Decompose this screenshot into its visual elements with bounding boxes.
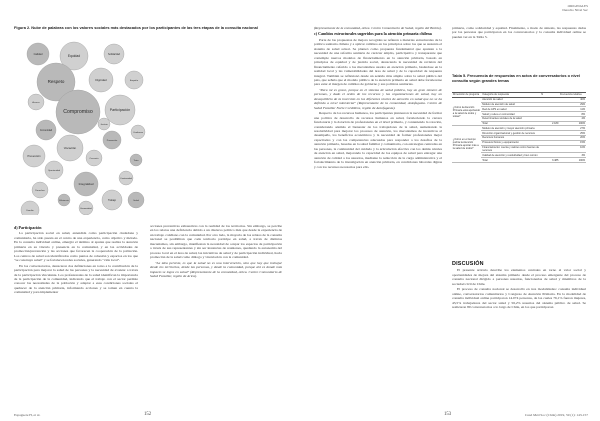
word-bubble	[79, 201, 93, 215]
table-cell-frequency: 40%	[559, 97, 586, 102]
paragraph: Respecto de los recursos humanos, los participantes plantearon la necesidad de formar una política de desarrollo de recursos humanos en salud, fortaleciendo la carrera funcionaria y la dotación de profesionales en el nivel primario, y conteniendo la rotación, considerando además el bienestar de los trabajadores de la salud, aumentando la resolutividad para mejorar los procesos de atención, los mecanismos de incentivos al desempeño, los beneficios económicos y la necesidad de formar profesionales mejor capacitados y con las competencias adecuadas para responder a los desafíos de la atención primaria, basadas en la salud familiar y comunitaria, con estrategias centradas en las personas, la continuidad del cuidado y la articulación efectiva con los demás niveles de atención en salud, mejorando la capacidad de los equipos de salud para entregar una atención de calidad a los usuarios, mediante la reducción de la carga administrativa y el fortalecimiento de la investigación en atención primaria, en condiciones laborales dignas y con los recursos necesarios para ello.	[314, 111, 442, 169]
word-bubble	[58, 194, 70, 206]
right-page	[300, 0, 600, 421]
section-title-discusion: DISCUSIÓN	[452, 261, 484, 267]
bubble-label: Vocación	[63, 146, 77, 150]
paragraph: El presente artículo describe los elementos centrales en torno al valor social y oportunidades de mejora del sistema primario desde el proceso emergente del proceso de consulta nacional dirigido a personas usuarias, funcionarias de salud y miembros de la sociedad civil de Chile.	[452, 268, 586, 286]
table-cell-category: Red de APS en salud	[481, 107, 540, 112]
frequency-table	[452, 92, 586, 163]
word-cloud-figure	[16, 40, 148, 215]
bubble-label: Prevención	[27, 155, 41, 158]
table-cell-n	[540, 145, 559, 153]
table-cell-category: Procesos físicos y equipamiento	[481, 140, 540, 145]
paragraph: En los conversatorios, destacaron dos definiciones en torno a la contribución de la participación para mejorar la salud de las personas y la necesidad de avanzar a través de la participación vinculante. Los profesionales de la salud identifican la importancia de la participación de la comunidad, indicando que el trabajo con el sector permite conocer las necesidades de la población y adaptar a esas condiciones sociales el quehacer de la atención primaria, informando acciones y se tomen en cuenta la comunidad y para implementar	[14, 263, 138, 295]
bubble-label: Compromiso	[63, 109, 93, 115]
word-bubble	[131, 125, 145, 139]
word-bubble	[32, 182, 48, 198]
running-head-author: Derecho Nivel Sec	[562, 8, 588, 12]
word-bubble	[28, 94, 44, 110]
word-bubble	[74, 172, 98, 196]
bubble-label: Confianza	[133, 132, 143, 134]
bubble-label: Participación	[109, 108, 131, 112]
column-header: N	[540, 93, 559, 98]
word-bubble	[125, 71, 143, 89]
table-cell-category: Salud y redes en comunidad	[481, 112, 540, 117]
table-cell-frequency: 4%	[559, 116, 586, 121]
table-cell-frequency: 8%	[559, 112, 586, 117]
word-bubble	[119, 171, 133, 185]
word-bubble	[130, 154, 142, 166]
word-bubble	[36, 120, 56, 140]
table-cell-n: 2.189	[540, 121, 559, 126]
table-cell-category: Total	[481, 158, 540, 163]
right-column-2	[452, 26, 586, 40]
table-cell-n: 3.485	[540, 158, 559, 163]
table-cell-category: Modelo de atención de salud	[481, 102, 540, 107]
bubble-label: Continuidad	[120, 178, 132, 180]
section-title-participacion: d) Participación	[14, 225, 42, 230]
left-footer: Espaguete H, et al.	[14, 413, 41, 417]
bubble-label: Respeto	[47, 79, 65, 84]
word-bubble	[27, 43, 49, 65]
bubble-label: Empatía	[129, 80, 139, 82]
bubble-label: Oportunidad	[47, 170, 61, 172]
paragraph: (Representante de la comunidad, Arica. Centro Comunitario de Salud, región del Biobío).	[314, 26, 442, 30]
word-bubble	[103, 131, 121, 149]
word-bubble	[21, 201, 39, 215]
left-column-1	[14, 224, 138, 296]
table-cell-category: Recursos humanos	[481, 136, 540, 141]
word-bubble	[56, 90, 100, 134]
table-cell-frequency: 20%	[559, 136, 586, 141]
word-bubble	[105, 95, 135, 125]
bubble-label: Familia	[26, 210, 34, 212]
word-bubble	[89, 68, 113, 92]
table-cell-category: Dirección organizacional y gestión de recursos	[481, 131, 540, 136]
word-bubble	[23, 145, 45, 167]
page-number-left: 152	[144, 412, 152, 417]
paragraph: acciones preventivas exhaustivas con la realidad de los territorios. Sin embargo, se percibe en los relatos una deficiencia debido a un discurso político más que desde la experiencia de un trabajo cotidiano con la comunidad. Por otro lado, la mayoría de los relatos de la consulta nacional se posibilitan que cada territorio participe en salud, a través de distintos mecanismos, sin embargo, manifiestan la necesidad de ocupar los espacios de participación a través de sus representantes y sin ser instancias de reuniones, quedando la autonomía del proceso local en el área de salud, las iniciativas de salud y de participación individual, hacia promoción de la salud como diálogo y vinculación con la comunidad.	[150, 224, 282, 260]
paragraph: primaria, como solidaridad y equidad. Finalmente, a modo de síntesis, las respuestas dadas por las personas que participaron en los conversatorios y la consulta individual online se pueden ver en la Tabla 5.	[452, 26, 586, 39]
quote-paragraph: "Para mí es grave, porque en el sistema de salud pública, hay un gran número de personas, y dado el orden de los recursos y las organizaciones de salud, hay un desequilibrio de la inversión en los diferentes niveles de atención en salud que no se ha definido a nivel ministerial" (Representante de la comunidad, Antofagasta. Centro de Salud Familiar Norte Cordillera, región de Antofagasta).	[314, 87, 442, 110]
bubble-label: Eficiencia	[59, 200, 69, 202]
bubble-label: Promoción	[106, 140, 118, 142]
bubble-label: Trato	[133, 160, 139, 162]
paragraph: Parte de las propuestas de mejora recogidas se refieren a materias estructurales de la política sanitaria chilena y a aplicar cambios en los principios sobre los que se sustenta el sistema de salud actual. Se planteó como propuesta fundamental que apuntan a la necesidad de una reforma sanitaria de carácter amplio, participativo y transparente que contemple nuevos modelos de financiamiento en la atención primaria, basado en principios de equidad y de justicia social, destacando la necesidad de revisión del financiamiento referido a los mecanismos usados en atención primaria, basándose en la realidad local y las vulnerabilidades del área de salud y de la capacidad de respuesta integral. También se reflexionó desde un sentido más amplio sobre la salud pública del país, que señala que el modelo público de la atención primaria en salud debe fortalecerse para estar al margen de cambios de gobierno y sus políticas sanitarias.	[314, 37, 442, 87]
running-head-section: ORIGINALES	[567, 4, 588, 8]
column-header: Frecuencia relativa	[559, 93, 586, 98]
right-column-1	[314, 26, 442, 170]
word-bubble	[57, 135, 83, 161]
discussion-section	[452, 258, 586, 311]
bubble-label: Dignidad	[95, 78, 107, 82]
running-head	[562, 4, 588, 12]
word-bubble	[128, 192, 144, 208]
paragraph: El proceso de consulta nacional se desarrolló en tres modalidades: consulta individual online, conversatorios comunitarios y Congreso de Atención Primaria. En la modalidad de consulta individual online participaron 14.074 personas, de las cuales 76,1% fueron mujeres, 43,5% trabajadores del sector salud y 56,2% usuarios del sistema público de salud. Se realizaron 80 conversatorios a lo largo de Chile, en los que participaron	[452, 287, 586, 310]
bubble-label: Equidad	[67, 54, 81, 58]
table-cell-frequency: 11%	[559, 107, 586, 112]
table-cell-frequency: 27%	[559, 126, 586, 131]
table-cell-dimension: ¿Cómo la Atención Primaria está aportando a la salud de todos y todas?	[452, 97, 481, 126]
bubble-label: Solidaridad	[108, 53, 120, 56]
quote-paragraph: "La idea persiste, es que la salud no es una intervención, sino que hay que trabajar desde los territorios, desde las personas, y desde la comunidad, porque ahí es donde más impacto se logra en salud" (Representante de la comunidad, Arica. Centro Comunitario de Salud Familiar, región de Arica).	[150, 260, 282, 278]
bubble-label: Integralidad	[78, 182, 94, 186]
table-cell-dimension: ¿Cómo en el tiempo podría la Atención Primaria aportar más a la salud de todos?	[452, 126, 481, 162]
table-cell-category: Total	[481, 121, 540, 126]
paragraph: La participación social en salud, entendida como participación ciudadana y comunitaria, ha sido puesta en el centro de una experiencia, como objetivo y método. En la consulta individual online, emergió el término al apunte que realiza la atención primaria en su vínculo y presencia en la comunidad, y en las actividades de promoción/prevención y las acciones que favorecen la cooperación de la población. Los centros de salud son identificados como puntos de cohesión y espacios en los que "se construye salud" y se fortalecen redes sociales, generando "vida local".	[14, 231, 138, 263]
bubble-label: Justicia	[100, 124, 108, 126]
table-cell-frequency: 29%	[559, 102, 586, 107]
column-header: Categoría de respuesta	[481, 93, 540, 98]
bubble-label: Comunidad	[39, 129, 53, 132]
table-title: Tabla 5. Frecuencia de respuestas en actos de conversatorios o nivel consulta según grandes temas	[452, 73, 580, 83]
word-bubble	[98, 118, 110, 130]
table-cell-frequency: 10%	[559, 145, 586, 153]
bubble-label: Salud	[133, 200, 139, 202]
table-cell-category: Atención de salud	[481, 97, 540, 102]
right-footer: Cuad Méd Soc (Chile) 2019, 59 (1): 143-157	[524, 413, 588, 417]
table-cell-frequency: 15%	[559, 140, 586, 145]
figure-caption: Figura 2. Nube de palabras con los valores sociales más destacados por los participantes de las tres etapas de la consulta nacional	[14, 25, 258, 30]
bubble-label: Cercanía	[89, 158, 99, 160]
table-cell-frequency: 100%	[559, 158, 586, 163]
word-bubble	[86, 150, 102, 166]
bubble-circle	[21, 201, 39, 215]
page-number-right: 153	[444, 412, 452, 417]
column-header: Dimensión de pregunta	[452, 93, 481, 98]
table-cell-category: Financiamiento: cuenta y valores como fuentes de recursos	[482, 145, 540, 152]
bubble-label: Derechos	[35, 190, 45, 192]
table-cell-category: Determinantes sociales de la salud	[481, 116, 540, 121]
bubble-label: Trabajo	[108, 199, 116, 202]
word-bubble	[45, 161, 63, 179]
bubble-label: Acceso	[32, 102, 40, 104]
table-cell-frequency: 100%	[559, 121, 586, 126]
word-bubble	[102, 190, 122, 210]
table-cell-category: Calidad de atención y resolutividad y bien común	[481, 153, 540, 158]
section-title-cambios: c) Cambios estructurales sugeridos para la atención primaria chilena	[314, 31, 432, 37]
bubble-label: Humanidad	[80, 208, 92, 210]
bubble-label: Calidad	[33, 53, 43, 56]
word-bubble	[104, 44, 124, 64]
table-cell-category: Modelo de atención y mayor atención primaria	[481, 126, 540, 131]
table-cell-frequency: 25%	[559, 131, 586, 136]
table-cell-frequency: 3%	[559, 153, 586, 158]
left-column-2	[150, 224, 282, 279]
